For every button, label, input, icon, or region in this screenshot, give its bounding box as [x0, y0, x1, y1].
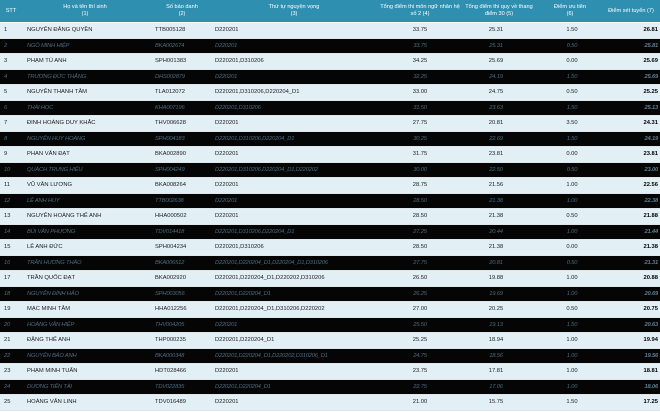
table-row [0, 209, 660, 225]
header-sbd [150, 0, 214, 22]
cell-name: NGUYỄN ĐĂNG QUYỀN [27, 27, 93, 33]
cell-name: LÊ ANH HUY [27, 197, 60, 204]
cell-sbd: TTB002638 [155, 197, 184, 204]
cell-s4: 28.50 [413, 197, 427, 204]
cell-sbd: BKA000348 [155, 352, 185, 359]
cell-s6: 0.50 [566, 42, 578, 49]
table-row [0, 302, 660, 318]
cell-stt: 1 [4, 27, 8, 33]
table-row [0, 194, 660, 210]
cell-nv: D220201 [215, 368, 239, 374]
cell-s4: 32.25 [413, 73, 427, 80]
header-s4-label: Tổng điểm thi môn ngữ nhân hệ số 2 (4) [380, 4, 460, 17]
cell-s7: 20.75 [643, 306, 658, 312]
table-row [0, 256, 660, 272]
table-row [0, 395, 660, 411]
cell-nv: D220201,D220204_D1,D310206,D220202 [215, 306, 325, 312]
cell-s6: 1.00 [566, 228, 578, 235]
cell-s6: 1.00 [566, 337, 578, 343]
cell-s7: 23.81 [643, 151, 658, 157]
cell-s7: 21.31 [644, 259, 658, 266]
table-row [0, 85, 660, 101]
cell-name: LÊ ANH ĐỨC [27, 244, 63, 250]
cell-s6: 1.00 [566, 383, 578, 390]
cell-s6: 1.00 [566, 290, 578, 297]
cell-s4: 21.00 [412, 399, 428, 405]
cell-sbd: BKA006512 [155, 259, 185, 266]
cell-stt: 14 [4, 228, 11, 235]
cell-s7: 21.44 [644, 228, 658, 235]
table-row [0, 333, 660, 349]
cell-s7: 25.69 [643, 58, 658, 64]
cell-s6: 1.50 [566, 321, 578, 328]
header-stt-label: STT [5, 7, 17, 14]
header-sbd-sub: (2) [178, 11, 186, 17]
cell-nv: D220201 [215, 151, 239, 157]
cell-s7: 26.81 [643, 27, 658, 33]
table-body [0, 23, 660, 411]
cell-name: TRẦN HƯƠNG THẢO [27, 259, 82, 266]
cell-stt: 10 [4, 166, 11, 173]
cell-nv: D220201,D220204_D1,D220204_D1,D310206 [215, 259, 328, 266]
cell-s6: 1.50 [566, 27, 578, 33]
cell-name: NGUYỄN BẢO ANH [27, 352, 77, 359]
header-s4 [378, 0, 462, 22]
table-row [0, 132, 660, 148]
cell-nv: D220201,D310206 [215, 58, 264, 64]
cell-s4: 27.75 [412, 120, 428, 126]
cell-s4: 24.75 [413, 352, 427, 359]
cell-s4: 26.50 [412, 275, 428, 281]
cell-sbd: DHS002879 [155, 73, 185, 80]
cell-stt: 18 [4, 290, 11, 297]
cell-s5: 22.69 [489, 135, 503, 142]
cell-sbd: HHA012256 [155, 306, 187, 312]
header-s5 [464, 0, 534, 22]
cell-s5: 25.69 [488, 58, 504, 64]
header-s6-label: Điểm ưu tiên [553, 4, 587, 10]
cell-name: ĐẶNG THẾ ANH [27, 337, 71, 343]
cell-nv: D220201,D220204_D1,D220202,D310206 [215, 275, 325, 281]
cell-s5: 24.19 [489, 73, 503, 80]
cell-s5: 15.75 [488, 399, 504, 405]
table-row [0, 240, 660, 256]
cell-s4: 33.75 [412, 27, 428, 33]
cell-stt: 13 [4, 213, 11, 219]
cell-s5: 19.69 [489, 290, 503, 297]
cell-nv: D220201 [215, 321, 238, 328]
cell-s6: 0.50 [566, 89, 578, 95]
header-sbd-label: Số báo danh [166, 4, 198, 10]
cell-s7: 17.25 [643, 399, 658, 405]
cell-s4: 34.25 [412, 58, 428, 64]
cell-sbd: KHA007196 [155, 104, 185, 111]
cell-stt: 21 [4, 337, 11, 343]
cell-sbd: SPH004249 [155, 166, 185, 173]
table-row [0, 54, 660, 70]
cell-stt: 15 [4, 244, 11, 250]
table-row [0, 178, 660, 194]
cell-nv: D220201,D310206,D220204_D1 [215, 89, 300, 95]
cell-name: NGUYỄN ĐÌNH HẢO [27, 290, 79, 297]
table-row [0, 147, 660, 163]
cell-nv: D220201 [215, 182, 239, 188]
table-row [0, 364, 660, 380]
table-row [0, 287, 660, 303]
cell-s4: 31.75 [412, 151, 428, 157]
cell-s4: 28.50 [412, 213, 428, 219]
cell-s6: 1.00 [566, 368, 578, 374]
cell-sbd: TDV014418 [155, 228, 185, 235]
cell-s4: 31.50 [413, 104, 427, 111]
cell-s7: 20.88 [643, 275, 658, 281]
cell-sbd: SPH004234 [155, 244, 187, 250]
header-stt [0, 0, 22, 22]
cell-nv: D220201 [215, 213, 239, 219]
cell-s4: 30.25 [413, 135, 427, 142]
cell-s5: 19.13 [489, 321, 503, 328]
header-s7-label: Điểm xét tuyển (7) [608, 7, 654, 14]
cell-name: NGUYỄN HOÀNG THẾ ANH [27, 213, 102, 219]
cell-stt: 19 [4, 306, 11, 312]
cell-sbd: BKA002674 [155, 42, 185, 49]
cell-s4: 25.50 [413, 321, 427, 328]
header-name-sub: (1) [81, 11, 89, 17]
cell-s6: 0.00 [566, 58, 578, 64]
cell-name: PHẠM MINH TUẤN [27, 368, 78, 374]
cell-s7: 25.69 [644, 73, 658, 80]
cell-nv: D220201,D310206,D220204_D1 [215, 135, 295, 142]
header-nv-label: Thứ tự nguyện vọng [268, 4, 320, 10]
cell-s5: 22.50 [489, 166, 503, 173]
cell-stt: 20 [4, 321, 11, 328]
cell-name: TRẦN QUỐC ĐẠT [27, 275, 75, 281]
cell-stt: 2 [4, 42, 8, 49]
table-row [0, 70, 660, 86]
cell-s4: 33.00 [412, 89, 428, 95]
cell-nv: D220201 [215, 27, 239, 33]
cell-name: MẠC MINH TÂM [27, 306, 71, 312]
cell-sbd: THP000235 [155, 337, 186, 343]
cell-stt: 12 [4, 197, 11, 204]
cell-s6: 1.00 [566, 275, 578, 281]
cell-s6: 1.00 [566, 197, 578, 204]
cell-s6: 1.00 [566, 182, 578, 188]
cell-s5: 20.81 [489, 259, 503, 266]
cell-nv: D220201,D220204_D1 [215, 290, 271, 297]
cell-sbd: THV004205 [155, 321, 185, 328]
cell-sbd: SPH003056 [155, 290, 185, 297]
table-header [0, 0, 660, 22]
cell-s4: 33.75 [413, 42, 427, 49]
cell-s6: 0.50 [566, 306, 578, 312]
cell-stt: 24 [4, 383, 11, 390]
header-name-label: Họ và tên thí sinh [63, 4, 107, 10]
cell-sbd: BKA002920 [155, 275, 186, 281]
cell-name: PHAN VĂN ĐẠT [27, 151, 70, 157]
cell-s4: 27.25 [413, 228, 427, 235]
cell-name: VŨ VĂN LƯƠNG [27, 182, 73, 188]
table-row [0, 163, 660, 179]
cell-s6: 0.50 [566, 213, 578, 219]
cell-s4: 30.00 [413, 166, 427, 173]
cell-s4: 26.25 [413, 290, 427, 297]
cell-nv: D220201,D220204_D1 [215, 337, 275, 343]
cell-s4: 27.75 [413, 259, 427, 266]
cell-nv: D220201 [215, 399, 239, 405]
cell-nv: D220201 [215, 120, 239, 126]
cell-nv: D220201,D220204_D1 [215, 383, 271, 390]
cell-stt: 4 [4, 73, 8, 80]
header-nv-sub: (3) [290, 11, 298, 17]
cell-name: HOÀNG VĂN HIỆP [27, 321, 75, 328]
cell-s5: 18.56 [489, 352, 503, 359]
cell-s7: 20.69 [644, 290, 658, 297]
cell-name: ĐINH HOÀNG DUY KHẮC [27, 120, 96, 126]
cell-s6: 0.00 [566, 151, 578, 157]
cell-sbd: TLA012072 [155, 89, 185, 95]
cell-s6: 0.50 [566, 259, 578, 266]
cell-stt: 17 [4, 275, 11, 281]
cell-stt: 23 [4, 368, 11, 374]
cell-stt: 25 [4, 399, 11, 405]
cell-sbd: HDT028466 [155, 368, 187, 374]
cell-s5: 25.31 [488, 27, 504, 33]
table-row [0, 380, 660, 396]
cell-s7: 25.25 [643, 89, 658, 95]
header-s5-label: Tổng điểm thi quy về thang điểm 30 (5) [465, 4, 533, 17]
cell-stt: 22 [4, 352, 11, 359]
cell-nv: D220201 [215, 42, 238, 49]
cell-sbd: SPH001383 [155, 58, 187, 64]
table-row [0, 225, 660, 241]
header-name [22, 0, 148, 22]
cell-s5: 20.25 [488, 306, 504, 312]
cell-s5: 25.31 [489, 42, 503, 49]
cell-s7: 18.06 [644, 383, 658, 390]
cell-sbd: SPH004183 [155, 135, 185, 142]
table-row [0, 101, 660, 117]
cell-s5: 19.88 [488, 275, 504, 281]
cell-sbd: TDV016489 [155, 399, 186, 405]
cell-sbd: TDV022835 [155, 383, 185, 390]
cell-s6: 1.50 [566, 399, 578, 405]
cell-s4: 22.75 [413, 383, 427, 390]
cell-sbd: TTB005128 [155, 27, 186, 33]
cell-s6: 0.50 [566, 166, 578, 173]
cell-s6: 3.50 [566, 120, 578, 126]
cell-s7: 22.38 [644, 197, 658, 204]
cell-s5: 17.81 [488, 368, 504, 374]
cell-name: HOÀNG VĂN LINH [27, 399, 77, 405]
cell-s5: 21.38 [488, 244, 504, 250]
cell-stt: 7 [4, 120, 8, 126]
cell-s7: 25.81 [644, 42, 658, 49]
cell-s5: 23.63 [489, 104, 503, 111]
cell-s4: 27.00 [412, 306, 428, 312]
cell-s4: 28.50 [412, 244, 428, 250]
cell-s7: 21.88 [643, 213, 658, 219]
cell-s6: 1.50 [566, 104, 578, 111]
cell-name: NGÔ MINH HIỆP [27, 42, 70, 49]
cell-nv: D220201,D310206,D220204_D1 [215, 228, 295, 235]
cell-s7: 20.63 [644, 321, 658, 328]
cell-s5: 17.06 [489, 383, 503, 390]
cell-name: NGUYỄN THANH TÂM [27, 89, 88, 95]
cell-nv: D220201,D220204_D1,D220202,D310206_D1 [215, 352, 328, 359]
cell-s7: 21.38 [643, 244, 658, 250]
cell-s7: 19.94 [643, 337, 658, 343]
cell-sbd: HHA000502 [155, 213, 187, 219]
cell-nv: D220201 [215, 73, 238, 80]
cell-s7: 19.56 [644, 352, 658, 359]
cell-s6: 1.50 [566, 135, 578, 142]
cell-s7: 24.31 [643, 120, 658, 126]
cell-sbd: THV006628 [155, 120, 186, 126]
cell-name: THÁI HỌC [27, 104, 54, 111]
cell-s6: 1.00 [566, 352, 578, 359]
cell-name: QUÁCH TRUNG HIẾU [27, 166, 83, 173]
cell-stt: 11 [4, 182, 11, 188]
cell-stt: 8 [4, 135, 8, 142]
cell-s5: 21.38 [488, 213, 504, 219]
cell-s4: 23.75 [412, 368, 428, 374]
cell-s7: 23.00 [644, 166, 658, 173]
table-row [0, 39, 660, 55]
cell-s5: 20.44 [489, 228, 503, 235]
header-s6 [538, 0, 602, 22]
table-row [0, 271, 660, 287]
cell-nv: D220201,D310206 [215, 244, 264, 250]
cell-name: NGUYỄN HUY HOÀNG [27, 135, 86, 142]
cell-stt: 5 [4, 89, 8, 95]
cell-s5: 20.81 [488, 120, 504, 126]
cell-name: PHẠM TÚ ANH [27, 58, 67, 64]
cell-stt: 16 [4, 259, 11, 266]
cell-s5: 21.38 [489, 197, 503, 204]
cell-sbd: BKA008264 [155, 182, 186, 188]
cell-s7: 18.81 [643, 368, 658, 374]
cell-s6: 0.00 [566, 244, 578, 250]
cell-stt: 6 [4, 104, 8, 111]
cell-name: BÙI VĂN PHƯƠNG [27, 228, 76, 235]
cell-nv: D220201,D310206 [215, 104, 261, 111]
table-row [0, 349, 660, 365]
cell-s7: 25.13 [644, 104, 658, 111]
cell-sbd: BKA002890 [155, 151, 186, 157]
cell-s5: 18.94 [488, 337, 504, 343]
cell-s5: 24.75 [488, 89, 504, 95]
table-row [0, 318, 660, 334]
cell-s7: 24.19 [644, 135, 658, 142]
cell-s6: 1.50 [566, 73, 578, 80]
cell-name: TRƯƠNG ĐỨC THẮNG [27, 73, 87, 80]
cell-stt: 9 [4, 151, 8, 157]
cell-nv: D220201,D310206,D220204_D1,D220202 [215, 166, 318, 173]
cell-s4: 25.25 [412, 337, 428, 343]
cell-stt: 3 [4, 58, 8, 64]
table-row [0, 23, 660, 39]
header-s7 [602, 0, 660, 22]
cell-s5: 21.56 [488, 182, 504, 188]
table-row [0, 116, 660, 132]
header-nv [214, 0, 374, 22]
cell-name: DƯƠNG TIẾN TÀI [27, 383, 72, 390]
header-s6-sub: (6) [566, 11, 574, 17]
cell-s4: 28.75 [412, 182, 428, 188]
cell-s5: 23.81 [488, 151, 504, 157]
cell-nv: D220201 [215, 197, 238, 204]
cell-s7: 22.56 [643, 182, 658, 188]
